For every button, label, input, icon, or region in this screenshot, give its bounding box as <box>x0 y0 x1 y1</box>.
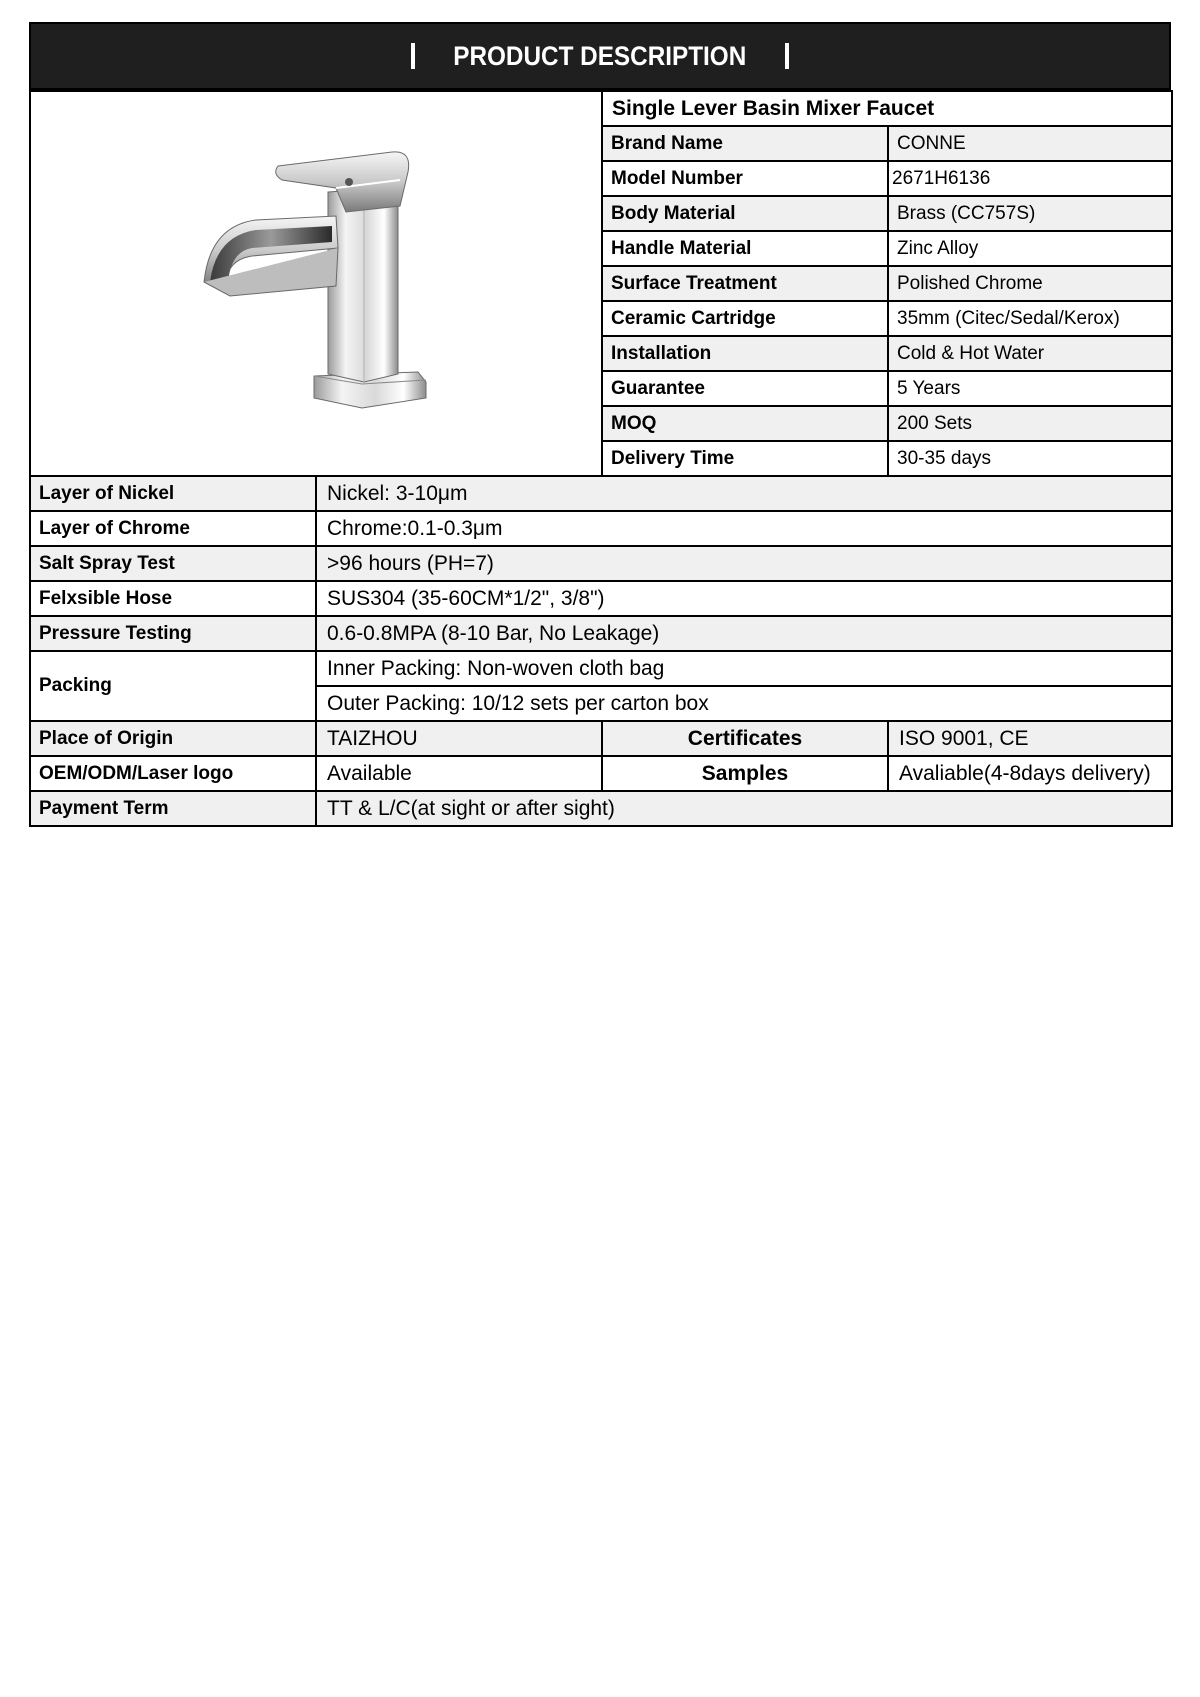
samples-value: Avaliable(4-8days delivery) <box>888 756 1172 791</box>
oem-label: OEM/ODM/Laser logo <box>30 756 316 791</box>
faucet-image <box>186 136 446 426</box>
product-sheet <box>29 22 1171 827</box>
spec-value: CONNE <box>888 126 1172 161</box>
packing-inner: Inner Packing: Non-woven cloth bag <box>316 651 1172 686</box>
oem-value: Available <box>316 756 602 791</box>
banner-bar-left <box>411 43 415 69</box>
spec-label: Model Number <box>602 161 888 196</box>
spec-label: Installation <box>602 336 888 371</box>
product-image-cell <box>30 91 602 476</box>
spec-label: Handle Material <box>602 231 888 266</box>
spec-value: 30-35 days <box>888 441 1172 476</box>
detail-label: Pressure Testing <box>30 616 316 651</box>
spec-label: Ceramic Cartridge <box>602 301 888 336</box>
page-title: PRODUCT DESCRIPTION <box>453 40 747 71</box>
spec-value: 2671H6136 <box>888 161 1172 196</box>
detail-value: 0.6-0.8MPA (8-10 Bar, No Leakage) <box>316 616 1172 651</box>
spec-value: 35mm (Citec/Sedal/Kerox) <box>888 301 1172 336</box>
product-name: Single Lever Basin Mixer Faucet <box>602 91 1172 126</box>
detail-value: >96 hours (PH=7) <box>316 546 1172 581</box>
spec-label: Brand Name <box>602 126 888 161</box>
banner-bar-right <box>785 43 789 69</box>
packing-outer: Outer Packing: 10/12 sets per carton box <box>316 686 1172 721</box>
certificates-label: Certificates <box>602 721 888 756</box>
detail-label: Felxsible Hose <box>30 581 316 616</box>
spec-table <box>29 90 1173 827</box>
spec-value: Brass (CC757S) <box>888 196 1172 231</box>
detail-label: Salt Spray Test <box>30 546 316 581</box>
detail-value: Nickel: 3-10μm <box>316 476 1172 511</box>
detail-value: SUS304 (35-60CM*1/2", 3/8") <box>316 581 1172 616</box>
spec-label: Delivery Time <box>602 441 888 476</box>
spec-label: Surface Treatment <box>602 266 888 301</box>
origin-value: TAIZHOU <box>316 721 602 756</box>
spec-value: 5 Years <box>888 371 1172 406</box>
detail-value: Chrome:0.1-0.3μm <box>316 511 1172 546</box>
detail-label: Layer of Nickel <box>30 476 316 511</box>
payment-label: Payment Term <box>30 791 316 826</box>
origin-label: Place of Origin <box>30 721 316 756</box>
payment-value: TT & L/C(at sight or after sight) <box>316 791 1172 826</box>
certificates-value: ISO 9001, CE <box>888 721 1172 756</box>
spec-label: Guarantee <box>602 371 888 406</box>
packing-label: Packing <box>30 651 316 721</box>
spec-value: 200 Sets <box>888 406 1172 441</box>
spec-value: Zinc Alloy <box>888 231 1172 266</box>
spec-value: Cold & Hot Water <box>888 336 1172 371</box>
spec-label: Body Material <box>602 196 888 231</box>
spec-value: Polished Chrome <box>888 266 1172 301</box>
samples-label: Samples <box>602 756 888 791</box>
header-banner <box>29 22 1171 90</box>
detail-label: Layer of Chrome <box>30 511 316 546</box>
spec-label: MOQ <box>602 406 888 441</box>
